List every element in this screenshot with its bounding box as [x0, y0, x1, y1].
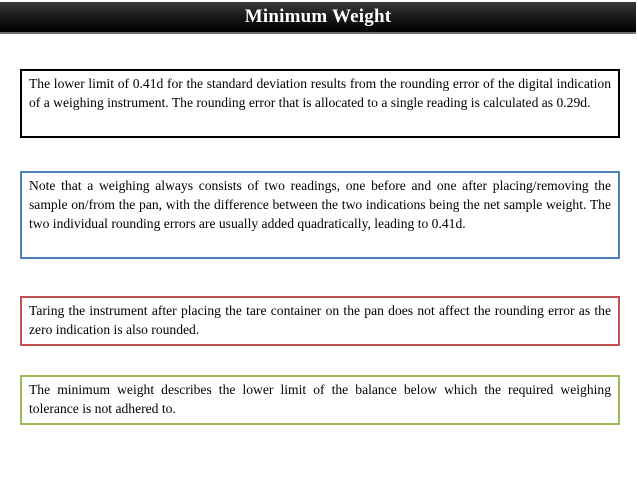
text-box-taring-content: Taring the instrument after placing the tare container on the pan does not affect the rounding error as the zero indication is also rounded.	[29, 303, 611, 337]
text-box-two-readings-content: Note that a weighing always consists of two readings, one before and one after placing/removing the sample on/from the pan, with the difference between the two indications being the net sample weight. The two individual rounding errors are usually added quadratically, leading to 0.41d.	[29, 178, 611, 231]
text-box-taring	[20, 296, 620, 346]
title-bar	[0, 2, 636, 34]
text-box-two-readings	[20, 171, 620, 259]
text-box-rounding-limit	[20, 69, 620, 138]
text-box-minimum-weight-content: The minimum weight describes the lower limit of the balance below which the required weighing tolerance is not adhered to.	[29, 382, 611, 416]
text-box-minimum-weight	[20, 375, 620, 425]
text-box-rounding-limit-content: The lower limit of 0.41d for the standard deviation results from the rounding error of the digital indication of a weighing instrument. The rounding error that is allocated to a single reading is calculated as 0.29d.	[29, 76, 611, 110]
slide-title: Minimum Weight	[244, 6, 392, 27]
